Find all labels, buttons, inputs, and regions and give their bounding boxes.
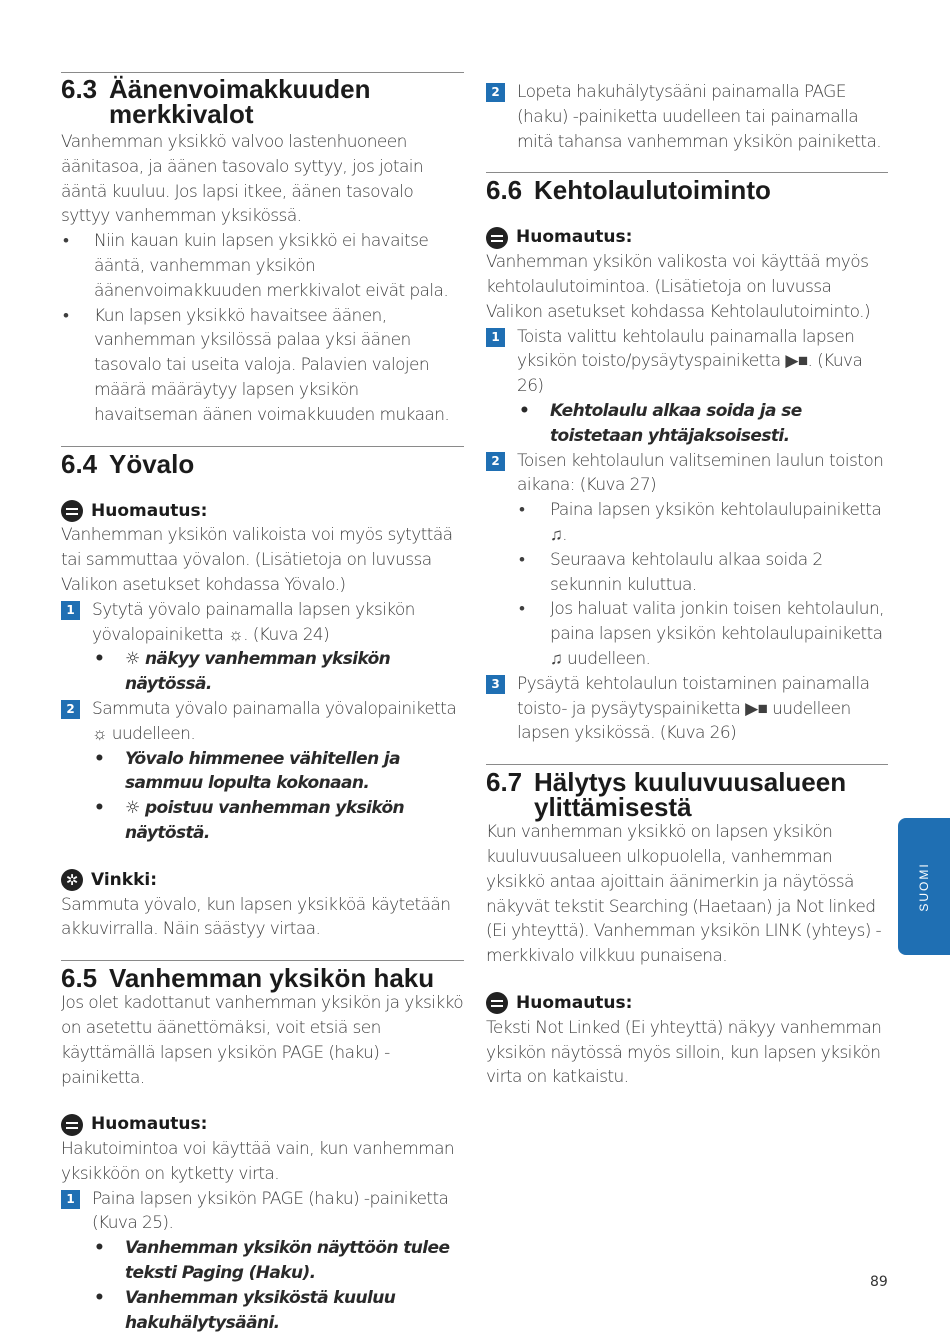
section-rule bbox=[61, 446, 464, 447]
section-6-5-heading: 6.5 Vanhemman yksikön haku bbox=[61, 963, 435, 994]
sun-icon: ☼ bbox=[125, 798, 140, 819]
section-rule bbox=[486, 172, 888, 173]
note-heading: Huomautus: bbox=[486, 991, 888, 1016]
note-icon bbox=[486, 227, 508, 249]
step-number-badge: 2 bbox=[486, 83, 505, 102]
bullet-item: • Seuraava kehtolaulu alkaa soida 2 sekunnin kuluttua. bbox=[519, 549, 823, 595]
step-1: 1 Paina lapsen yksikön PAGE (haku) -painiketta (Kuva 25). bbox=[61, 1187, 464, 1237]
bullet-item: • Paina lapsen yksikön kehtolaulupainiketta ♫. bbox=[519, 500, 882, 545]
step-2: 2 Lopeta hakuhälytysääni painamalla PAGE (haku) -painiketta uudelleen tai painamalla mitä tahansa vanhemman yksikön painiketta. bbox=[486, 80, 888, 154]
page-number: 89 bbox=[870, 1274, 888, 1290]
language-side-tab: SUOMI bbox=[898, 818, 950, 955]
section-6-7-heading: 6.7 Hälytys kuuluvuusalueen ylittämisestä bbox=[486, 767, 847, 823]
section-rule bbox=[61, 72, 464, 73]
paragraph: Jos olet kadottanut vanhemman yksikön ja yksikkö on asetettu äänettömäksi, voit etsiä sen käyttämällä lapsen yksikön PAGE (haku) -painiketta. bbox=[61, 993, 464, 1088]
section-6-3-heading bbox=[61, 74, 464, 129]
paragraph: Kun vanhemman yksikkö on lapsen yksikön kuuluvuusalueen ulkopuolella, vanhemman yksikkö antaa ajoittain äänimerkin ja näytössä näkyvät tekstit Searching (Haetaan) ja Not linked (Ei yhteyttä). Vanhemman yksikön LINK (yhteys) -merkkivalo vilkkuu punaisena. bbox=[486, 822, 882, 967]
note-text: Teksti Not Linked (Ei yhteyttä) näkyy vanhemman yksikön näytössä myös silloin, kun lapsen yksikön virta on katkaistu. bbox=[486, 1017, 882, 1088]
section-title: Äänenvoimakkuuden bbox=[109, 74, 371, 104]
tip-heading: ✲ Vinkki: bbox=[61, 868, 464, 893]
bullet-item: • ☼ poistuu vanhemman yksikön näytöstä. bbox=[94, 798, 405, 843]
section-rule bbox=[61, 960, 464, 961]
note-heading: Huomautus: bbox=[486, 225, 888, 250]
section-6-4-heading: 6.4 Yövalo bbox=[61, 448, 195, 479]
bullet-item: • Vanhemman yksiköstä kuuluu hakuhälytysääni. bbox=[94, 1287, 396, 1333]
step-1: 1 Toista valittu kehtolaulu painamalla lapsen yksikön toisto/pysäytyspainiketta ▶■. (Kuva 26) bbox=[486, 325, 888, 399]
note-icon bbox=[486, 992, 508, 1014]
bullet-item: • ☼ näkyy vanhemman yksikön näytössä. bbox=[94, 649, 391, 695]
left-column bbox=[61, 72, 464, 1335]
step-number-badge: 2 bbox=[61, 700, 80, 719]
step-number-badge: 3 bbox=[486, 675, 505, 694]
step-2: 2 Toisen kehtolaulun valitseminen laulun toiston aikana: (Kuva 27) bbox=[486, 449, 888, 499]
note-heading: Huomautus: bbox=[61, 1112, 464, 1137]
bullet-item: • Jos haluat valita jonkin toisen kehtolaulun, paina lapsen yksikön kehtolaulupainiketta ♫ uudelleen. bbox=[519, 599, 884, 669]
bullet-item: • Yövalo himmenee vähitellen ja sammuu lopulta kokonaan. bbox=[94, 748, 400, 794]
tip-text: Sammuta yövalo, kun lapsen yksikköä käytetään akkuvirralla. Näin säästyy virtaa. bbox=[61, 894, 451, 940]
right-column bbox=[486, 80, 888, 1090]
note-heading: Huomautus: bbox=[61, 499, 464, 524]
section-number: 6.3 bbox=[61, 74, 98, 104]
section-rule bbox=[486, 764, 888, 765]
bullet-item: • Niin kauan kuin lapsen yksikkö ei havaitse ääntä, vanhemman yksikön äänenvoimakkuuden merkkivalot eivät pala. bbox=[63, 231, 449, 301]
step-2: 2 Sammuta yövalo painamalla yövalopainiketta ☼ uudelleen. bbox=[61, 697, 464, 747]
step-number-badge: 1 bbox=[61, 601, 80, 620]
step-number-badge: 1 bbox=[61, 1190, 80, 1209]
section-title-cont: merkkivalot bbox=[109, 99, 254, 129]
note-text: Hakutoimintoa voi käyttää vain, kun vanhemman yksikköön on kytketty virta. bbox=[61, 1139, 455, 1184]
step-3: 3 Pysäytä kehtolaulun toistaminen painamalla toisto- ja pysäytyspainiketta ▶■ uudelleen lapsen yksikössä. (Kuva 26) bbox=[486, 672, 888, 746]
note-icon bbox=[61, 500, 83, 522]
bullet-item: • Vanhemman yksikön näyttöön tulee teksti Paging (Haku). bbox=[94, 1238, 450, 1284]
step-1: 1 Sytytä yövalo painamalla lapsen yksikön yövalopainiketta ☼. (Kuva 24) bbox=[61, 598, 464, 648]
sun-icon: ☼ bbox=[125, 649, 140, 670]
paragraph: Vanhemman yksikkö valvoo lastenhuoneen äänitasoa, ja äänen tasovalo syttyy, jos jotain ääntä kuuluu. Jos lapsi itkee, äänen tasovalo syttyy vanhemman yksikössä. bbox=[61, 132, 424, 227]
note-text: Vanhemman yksikön valikosta voi käyttää myös kehtolaulutoimintoa. (Lisätietoja on luvussa Valikon asetukset kohdassa Kehtolaulutoiminto.) bbox=[486, 252, 871, 322]
tip-icon: ✲ bbox=[61, 869, 83, 891]
note-text: Vanhemman yksikön valikoista voi myös sytyttää tai sammuttaa yövalon. (Lisätietoja on luvussa Valikon asetukset kohdassa Yövalo.) bbox=[61, 525, 453, 595]
step-number-badge: 2 bbox=[486, 452, 505, 471]
step-number-badge: 1 bbox=[486, 328, 505, 347]
note-icon bbox=[61, 1114, 83, 1136]
bullet-item: • Kun lapsen yksikkö havaitsee äänen, vanhemman yksilössä palaa yksi äänen tasovalo tai useita valoja. Palavien valojen määrä määräytyy lapsen yksikön havaitseman äänen voimakkuuden mukaan. bbox=[63, 305, 450, 425]
bullet-item: • Kehtolaulu alkaa soida ja se toistetaan yhtäjaksoisesti. bbox=[519, 400, 802, 446]
section-6-6-heading: 6.6 Kehtolaulutoiminto bbox=[486, 175, 771, 206]
